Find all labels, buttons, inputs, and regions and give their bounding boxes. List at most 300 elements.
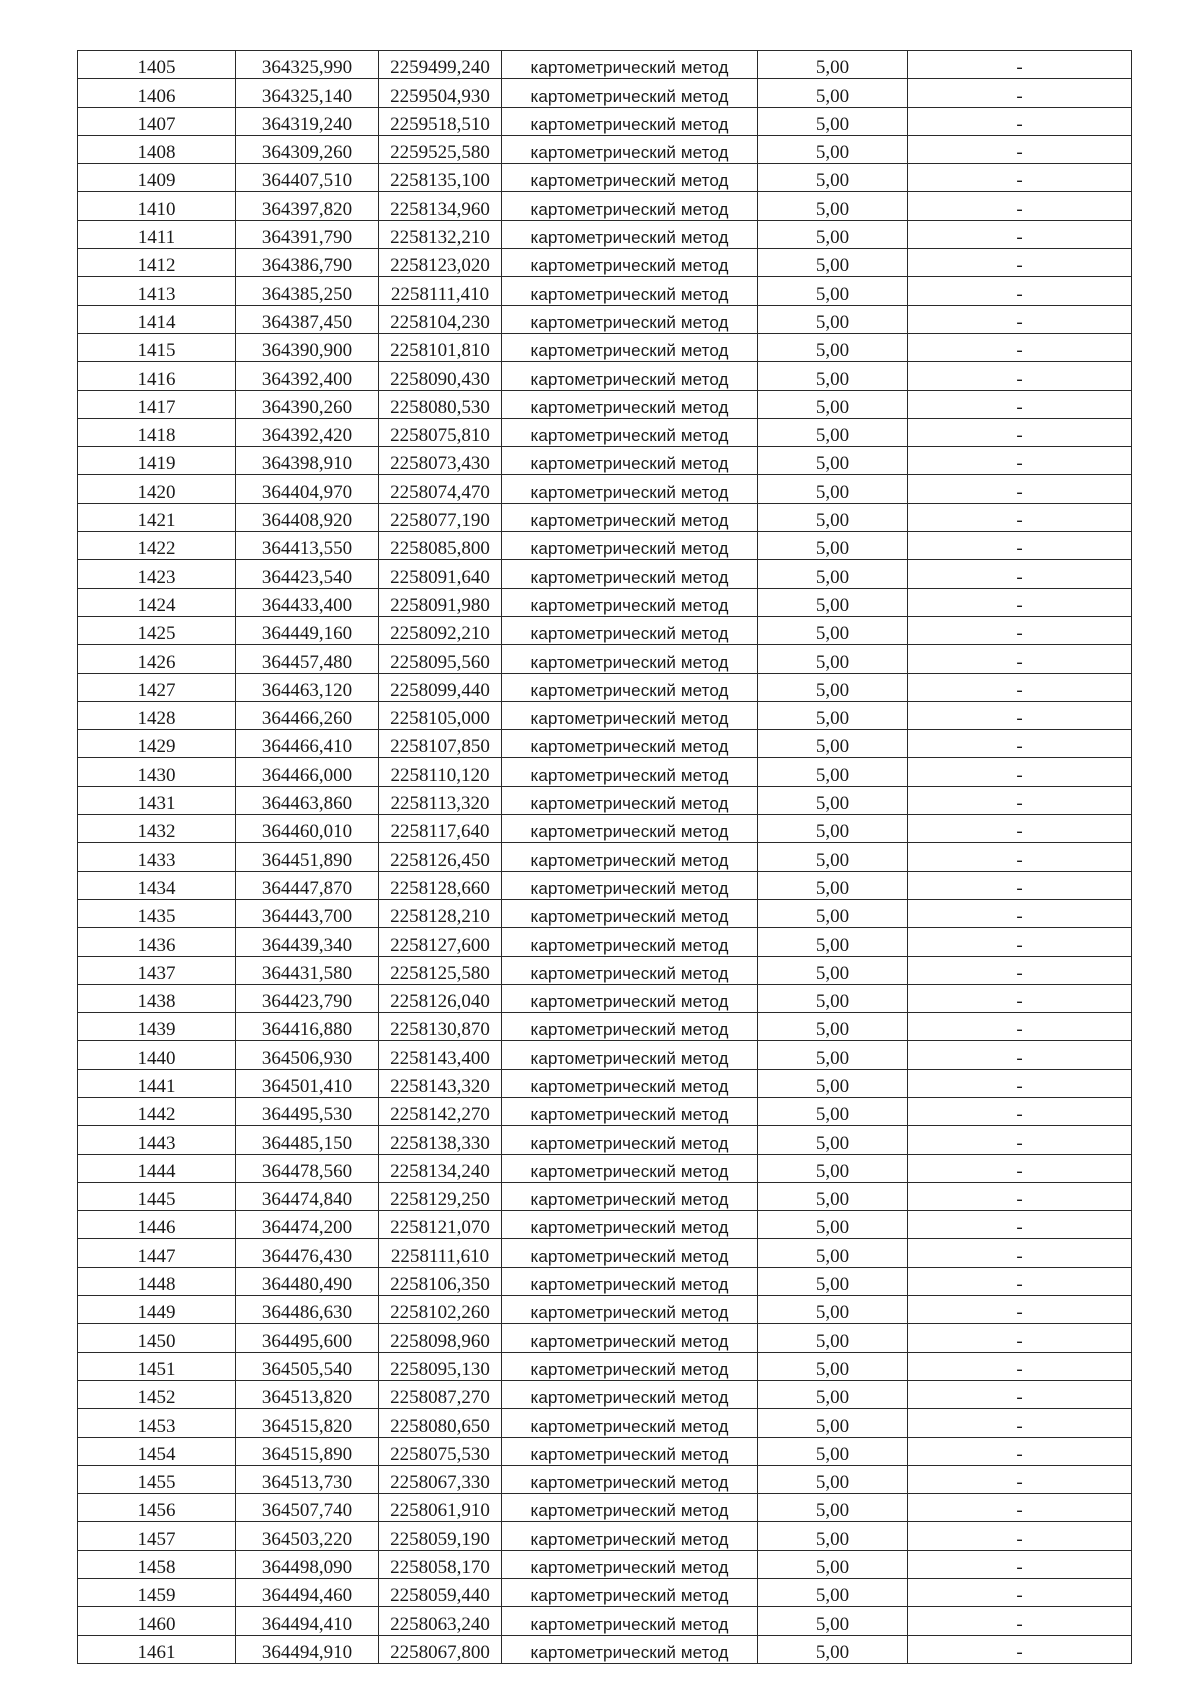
precision-cell: 5,00	[758, 503, 908, 531]
precision-cell: 5,00	[758, 1465, 908, 1493]
x-coordinate-cell: 364408,920	[236, 503, 379, 531]
method-cell: картометрический метод	[502, 418, 758, 446]
precision-cell: 5,00	[758, 616, 908, 644]
precision-cell: 5,00	[758, 1579, 908, 1607]
y-coordinate-cell: 2258142,270	[379, 1097, 502, 1125]
x-coordinate-cell: 364325,140	[236, 79, 379, 107]
y-coordinate-cell: 2258132,210	[379, 220, 502, 248]
point-number-cell: 1450	[78, 1324, 236, 1352]
method-cell: картометрический метод	[502, 390, 758, 418]
x-coordinate-cell: 364431,580	[236, 956, 379, 984]
y-coordinate-cell: 2258121,070	[379, 1211, 502, 1239]
note-cell: -	[908, 79, 1132, 107]
precision-cell: 5,00	[758, 192, 908, 220]
x-coordinate-cell: 364398,910	[236, 447, 379, 475]
note-cell: -	[908, 1522, 1132, 1550]
precision-cell: 5,00	[758, 1607, 908, 1635]
precision-cell: 5,00	[758, 220, 908, 248]
x-coordinate-cell: 364439,340	[236, 928, 379, 956]
table-row	[78, 503, 1132, 531]
method-cell: картометрический метод	[502, 616, 758, 644]
precision-cell: 5,00	[758, 1352, 908, 1380]
note-cell: -	[908, 871, 1132, 899]
note-cell: -	[908, 277, 1132, 305]
x-coordinate-cell: 364494,460	[236, 1579, 379, 1607]
method-cell: картометрический метод	[502, 164, 758, 192]
method-cell: картометрический метод	[502, 928, 758, 956]
table-row	[78, 1522, 1132, 1550]
x-coordinate-cell: 364466,410	[236, 730, 379, 758]
table-row	[78, 277, 1132, 305]
point-number-cell: 1454	[78, 1437, 236, 1465]
table-row	[78, 1380, 1132, 1408]
y-coordinate-cell: 2258063,240	[379, 1607, 502, 1635]
point-number-cell: 1408	[78, 135, 236, 163]
x-coordinate-cell: 364416,880	[236, 1013, 379, 1041]
method-cell: картометрический метод	[502, 1154, 758, 1182]
x-coordinate-cell: 364391,790	[236, 220, 379, 248]
point-number-cell: 1443	[78, 1126, 236, 1154]
point-number-cell: 1445	[78, 1182, 236, 1210]
note-cell: -	[908, 51, 1132, 79]
precision-cell: 5,00	[758, 1211, 908, 1239]
point-number-cell: 1407	[78, 107, 236, 135]
method-cell: картометрический метод	[502, 758, 758, 786]
precision-cell: 5,00	[758, 1380, 908, 1408]
y-coordinate-cell: 2258104,230	[379, 305, 502, 333]
point-number-cell: 1415	[78, 333, 236, 361]
y-coordinate-cell: 2258117,640	[379, 815, 502, 843]
table-row	[78, 1465, 1132, 1493]
point-number-cell: 1423	[78, 560, 236, 588]
y-coordinate-cell: 2258075,530	[379, 1437, 502, 1465]
point-number-cell: 1414	[78, 305, 236, 333]
method-cell: картометрический метод	[502, 532, 758, 560]
method-cell: картометрический метод	[502, 1126, 758, 1154]
point-number-cell: 1453	[78, 1409, 236, 1437]
y-coordinate-cell: 2258135,100	[379, 164, 502, 192]
method-cell: картометрический метод	[502, 588, 758, 616]
table-row	[78, 984, 1132, 1012]
x-coordinate-cell: 364513,730	[236, 1465, 379, 1493]
method-cell: картометрический метод	[502, 1182, 758, 1210]
precision-cell: 5,00	[758, 928, 908, 956]
y-coordinate-cell: 2259518,510	[379, 107, 502, 135]
note-cell: -	[908, 1097, 1132, 1125]
note-cell: -	[908, 418, 1132, 446]
precision-cell: 5,00	[758, 1182, 908, 1210]
point-number-cell: 1441	[78, 1069, 236, 1097]
x-coordinate-cell: 364478,560	[236, 1154, 379, 1182]
table-row	[78, 1126, 1132, 1154]
x-coordinate-cell: 364485,150	[236, 1126, 379, 1154]
y-coordinate-cell: 2258087,270	[379, 1380, 502, 1408]
table-row	[78, 1437, 1132, 1465]
precision-cell: 5,00	[758, 843, 908, 871]
precision-cell: 5,00	[758, 871, 908, 899]
point-number-cell: 1430	[78, 758, 236, 786]
x-coordinate-cell: 364457,480	[236, 645, 379, 673]
x-coordinate-cell: 364385,250	[236, 277, 379, 305]
y-coordinate-cell: 2258126,450	[379, 843, 502, 871]
method-cell: картометрический метод	[502, 843, 758, 871]
table-row	[78, 1550, 1132, 1578]
y-coordinate-cell: 2258125,580	[379, 956, 502, 984]
y-coordinate-cell: 2258106,350	[379, 1267, 502, 1295]
table-row	[78, 249, 1132, 277]
x-coordinate-cell: 364309,260	[236, 135, 379, 163]
precision-cell: 5,00	[758, 1522, 908, 1550]
method-cell: картометрический метод	[502, 815, 758, 843]
point-number-cell: 1433	[78, 843, 236, 871]
precision-cell: 5,00	[758, 51, 908, 79]
table-row	[78, 475, 1132, 503]
table-row	[78, 786, 1132, 814]
method-cell: картометрический метод	[502, 1607, 758, 1635]
table-row	[78, 390, 1132, 418]
x-coordinate-cell: 364447,870	[236, 871, 379, 899]
point-number-cell: 1420	[78, 475, 236, 503]
note-cell: -	[908, 899, 1132, 927]
method-cell: картометрический метод	[502, 1239, 758, 1267]
method-cell: картометрический метод	[502, 1211, 758, 1239]
method-cell: картометрический метод	[502, 1013, 758, 1041]
table-row	[78, 1607, 1132, 1635]
x-coordinate-cell: 364460,010	[236, 815, 379, 843]
precision-cell: 5,00	[758, 1041, 908, 1069]
precision-cell: 5,00	[758, 1550, 908, 1578]
note-cell: -	[908, 616, 1132, 644]
x-coordinate-cell: 364480,490	[236, 1267, 379, 1295]
precision-cell: 5,00	[758, 1324, 908, 1352]
method-cell: картометрический метод	[502, 107, 758, 135]
point-number-cell: 1417	[78, 390, 236, 418]
precision-cell: 5,00	[758, 1635, 908, 1663]
note-cell: -	[908, 1635, 1132, 1663]
precision-cell: 5,00	[758, 390, 908, 418]
method-cell: картометрический метод	[502, 192, 758, 220]
point-number-cell: 1444	[78, 1154, 236, 1182]
note-cell: -	[908, 1296, 1132, 1324]
precision-cell: 5,00	[758, 1154, 908, 1182]
note-cell: -	[908, 107, 1132, 135]
note-cell: -	[908, 984, 1132, 1012]
table-row	[78, 1579, 1132, 1607]
y-coordinate-cell: 2258075,810	[379, 418, 502, 446]
point-number-cell: 1451	[78, 1352, 236, 1380]
precision-cell: 5,00	[758, 164, 908, 192]
method-cell: картометрический метод	[502, 1437, 758, 1465]
precision-cell: 5,00	[758, 362, 908, 390]
note-cell: -	[908, 192, 1132, 220]
table-row	[78, 730, 1132, 758]
precision-cell: 5,00	[758, 305, 908, 333]
point-number-cell: 1446	[78, 1211, 236, 1239]
table-row	[78, 1494, 1132, 1522]
x-coordinate-cell: 364319,240	[236, 107, 379, 135]
y-coordinate-cell: 2259504,930	[379, 79, 502, 107]
point-number-cell: 1426	[78, 645, 236, 673]
y-coordinate-cell: 2258128,210	[379, 899, 502, 927]
point-number-cell: 1406	[78, 79, 236, 107]
note-cell: -	[908, 1126, 1132, 1154]
point-number-cell: 1458	[78, 1550, 236, 1578]
point-number-cell: 1457	[78, 1522, 236, 1550]
table-row	[78, 532, 1132, 560]
point-number-cell: 1425	[78, 616, 236, 644]
table-row	[78, 1041, 1132, 1069]
y-coordinate-cell: 2258129,250	[379, 1182, 502, 1210]
table-row	[78, 616, 1132, 644]
note-cell: -	[908, 532, 1132, 560]
x-coordinate-cell: 364423,790	[236, 984, 379, 1012]
x-coordinate-cell: 364466,260	[236, 701, 379, 729]
note-cell: -	[908, 701, 1132, 729]
precision-cell: 5,00	[758, 1267, 908, 1295]
point-number-cell: 1412	[78, 249, 236, 277]
point-number-cell: 1438	[78, 984, 236, 1012]
y-coordinate-cell: 2258090,430	[379, 362, 502, 390]
x-coordinate-cell: 364494,410	[236, 1607, 379, 1635]
table-row	[78, 1097, 1132, 1125]
precision-cell: 5,00	[758, 899, 908, 927]
point-number-cell: 1413	[78, 277, 236, 305]
method-cell: картометрический метод	[502, 1296, 758, 1324]
method-cell: картометрический метод	[502, 1409, 758, 1437]
method-cell: картометрический метод	[502, 135, 758, 163]
x-coordinate-cell: 364503,220	[236, 1522, 379, 1550]
note-cell: -	[908, 1239, 1132, 1267]
precision-cell: 5,00	[758, 249, 908, 277]
table-row	[78, 192, 1132, 220]
table-row	[78, 843, 1132, 871]
x-coordinate-cell: 364390,260	[236, 390, 379, 418]
method-cell: картометрический метод	[502, 701, 758, 729]
y-coordinate-cell: 2258059,190	[379, 1522, 502, 1550]
note-cell: -	[908, 758, 1132, 786]
y-coordinate-cell: 2258073,430	[379, 447, 502, 475]
x-coordinate-cell: 364495,600	[236, 1324, 379, 1352]
point-number-cell: 1460	[78, 1607, 236, 1635]
point-number-cell: 1440	[78, 1041, 236, 1069]
table-row	[78, 1182, 1132, 1210]
note-cell: -	[908, 1409, 1132, 1437]
note-cell: -	[908, 1437, 1132, 1465]
y-coordinate-cell: 2258126,040	[379, 984, 502, 1012]
note-cell: -	[908, 1267, 1132, 1295]
x-coordinate-cell: 364495,530	[236, 1097, 379, 1125]
x-coordinate-cell: 364474,840	[236, 1182, 379, 1210]
y-coordinate-cell: 2258138,330	[379, 1126, 502, 1154]
method-cell: картометрический метод	[502, 1097, 758, 1125]
method-cell: картометрический метод	[502, 1352, 758, 1380]
table-row	[78, 164, 1132, 192]
y-coordinate-cell: 2258095,560	[379, 645, 502, 673]
precision-cell: 5,00	[758, 645, 908, 673]
method-cell: картометрический метод	[502, 447, 758, 475]
note-cell: -	[908, 135, 1132, 163]
table-row	[78, 135, 1132, 163]
y-coordinate-cell: 2258099,440	[379, 673, 502, 701]
method-cell: картометрический метод	[502, 1465, 758, 1493]
note-cell: -	[908, 249, 1132, 277]
note-cell: -	[908, 560, 1132, 588]
table-row	[78, 815, 1132, 843]
method-cell: картометрический метод	[502, 1069, 758, 1097]
method-cell: картометрический метод	[502, 1267, 758, 1295]
table-row	[78, 1211, 1132, 1239]
point-number-cell: 1431	[78, 786, 236, 814]
method-cell: картометрический метод	[502, 305, 758, 333]
precision-cell: 5,00	[758, 1296, 908, 1324]
y-coordinate-cell: 2259499,240	[379, 51, 502, 79]
method-cell: картометрический метод	[502, 1494, 758, 1522]
note-cell: -	[908, 1154, 1132, 1182]
note-cell: -	[908, 730, 1132, 758]
note-cell: -	[908, 1550, 1132, 1578]
point-number-cell: 1411	[78, 220, 236, 248]
x-coordinate-cell: 364513,820	[236, 1380, 379, 1408]
x-coordinate-cell: 364466,000	[236, 758, 379, 786]
x-coordinate-cell: 364413,550	[236, 532, 379, 560]
note-cell: -	[908, 1041, 1132, 1069]
coordinates-table-body	[78, 51, 1132, 1664]
method-cell: картометрический метод	[502, 984, 758, 1012]
y-coordinate-cell: 2258111,410	[379, 277, 502, 305]
table-row	[78, 333, 1132, 361]
y-coordinate-cell: 2258134,240	[379, 1154, 502, 1182]
x-coordinate-cell: 364433,400	[236, 588, 379, 616]
note-cell: -	[908, 164, 1132, 192]
method-cell: картометрический метод	[502, 956, 758, 984]
y-coordinate-cell: 2258127,600	[379, 928, 502, 956]
method-cell: картометрический метод	[502, 673, 758, 701]
table-row	[78, 447, 1132, 475]
x-coordinate-cell: 364486,630	[236, 1296, 379, 1324]
method-cell: картометрический метод	[502, 277, 758, 305]
precision-cell: 5,00	[758, 447, 908, 475]
y-coordinate-cell: 2258091,980	[379, 588, 502, 616]
point-number-cell: 1424	[78, 588, 236, 616]
y-coordinate-cell: 2258067,330	[379, 1465, 502, 1493]
precision-cell: 5,00	[758, 560, 908, 588]
precision-cell: 5,00	[758, 79, 908, 107]
table-row	[78, 928, 1132, 956]
method-cell: картометрический метод	[502, 786, 758, 814]
y-coordinate-cell: 2258074,470	[379, 475, 502, 503]
precision-cell: 5,00	[758, 1239, 908, 1267]
table-row	[78, 871, 1132, 899]
table-row	[78, 362, 1132, 390]
method-cell: картометрический метод	[502, 1635, 758, 1663]
note-cell: -	[908, 1182, 1132, 1210]
method-cell: картометрический метод	[502, 220, 758, 248]
x-coordinate-cell: 364515,890	[236, 1437, 379, 1465]
method-cell: картометрический метод	[502, 645, 758, 673]
point-number-cell: 1427	[78, 673, 236, 701]
precision-cell: 5,00	[758, 701, 908, 729]
table-row	[78, 1267, 1132, 1295]
table-row	[78, 1069, 1132, 1097]
point-number-cell: 1447	[78, 1239, 236, 1267]
coordinates-table	[77, 50, 1132, 1664]
point-number-cell: 1429	[78, 730, 236, 758]
note-cell: -	[908, 1211, 1132, 1239]
table-row	[78, 1352, 1132, 1380]
y-coordinate-cell: 2259525,580	[379, 135, 502, 163]
method-cell: картометрический метод	[502, 1041, 758, 1069]
method-cell: картометрический метод	[502, 899, 758, 927]
method-cell: картометрический метод	[502, 79, 758, 107]
note-cell: -	[908, 843, 1132, 871]
precision-cell: 5,00	[758, 1409, 908, 1437]
note-cell: -	[908, 475, 1132, 503]
y-coordinate-cell: 2258143,400	[379, 1041, 502, 1069]
x-coordinate-cell: 364463,120	[236, 673, 379, 701]
method-cell: картометрический метод	[502, 333, 758, 361]
table-row	[78, 899, 1132, 927]
method-cell: картометрический метод	[502, 51, 758, 79]
precision-cell: 5,00	[758, 1494, 908, 1522]
table-row	[78, 51, 1132, 79]
precision-cell: 5,00	[758, 107, 908, 135]
x-coordinate-cell: 364386,790	[236, 249, 379, 277]
note-cell: -	[908, 1607, 1132, 1635]
precision-cell: 5,00	[758, 277, 908, 305]
point-number-cell: 1435	[78, 899, 236, 927]
point-number-cell: 1422	[78, 532, 236, 560]
precision-cell: 5,00	[758, 1013, 908, 1041]
x-coordinate-cell: 364507,740	[236, 1494, 379, 1522]
point-number-cell: 1418	[78, 418, 236, 446]
method-cell: картометрический метод	[502, 871, 758, 899]
point-number-cell: 1419	[78, 447, 236, 475]
x-coordinate-cell: 364423,540	[236, 560, 379, 588]
precision-cell: 5,00	[758, 786, 908, 814]
x-coordinate-cell: 364397,820	[236, 192, 379, 220]
table-row	[78, 645, 1132, 673]
table-row	[78, 79, 1132, 107]
x-coordinate-cell: 364449,160	[236, 616, 379, 644]
table-row	[78, 305, 1132, 333]
x-coordinate-cell: 364476,430	[236, 1239, 379, 1267]
point-number-cell: 1459	[78, 1579, 236, 1607]
precision-cell: 5,00	[758, 588, 908, 616]
point-number-cell: 1421	[78, 503, 236, 531]
precision-cell: 5,00	[758, 532, 908, 560]
precision-cell: 5,00	[758, 758, 908, 786]
note-cell: -	[908, 588, 1132, 616]
note-cell: -	[908, 1352, 1132, 1380]
table-row	[78, 588, 1132, 616]
y-coordinate-cell: 2258105,000	[379, 701, 502, 729]
note-cell: -	[908, 447, 1132, 475]
note-cell: -	[908, 220, 1132, 248]
table-row	[78, 1154, 1132, 1182]
method-cell: картометрический метод	[502, 1522, 758, 1550]
x-coordinate-cell: 364392,400	[236, 362, 379, 390]
y-coordinate-cell: 2258101,810	[379, 333, 502, 361]
y-coordinate-cell: 2258110,120	[379, 758, 502, 786]
method-cell: картометрический метод	[502, 249, 758, 277]
point-number-cell: 1461	[78, 1635, 236, 1663]
precision-cell: 5,00	[758, 333, 908, 361]
y-coordinate-cell: 2258091,640	[379, 560, 502, 588]
method-cell: картометрический метод	[502, 1579, 758, 1607]
table-row	[78, 1324, 1132, 1352]
precision-cell: 5,00	[758, 730, 908, 758]
point-number-cell: 1452	[78, 1380, 236, 1408]
